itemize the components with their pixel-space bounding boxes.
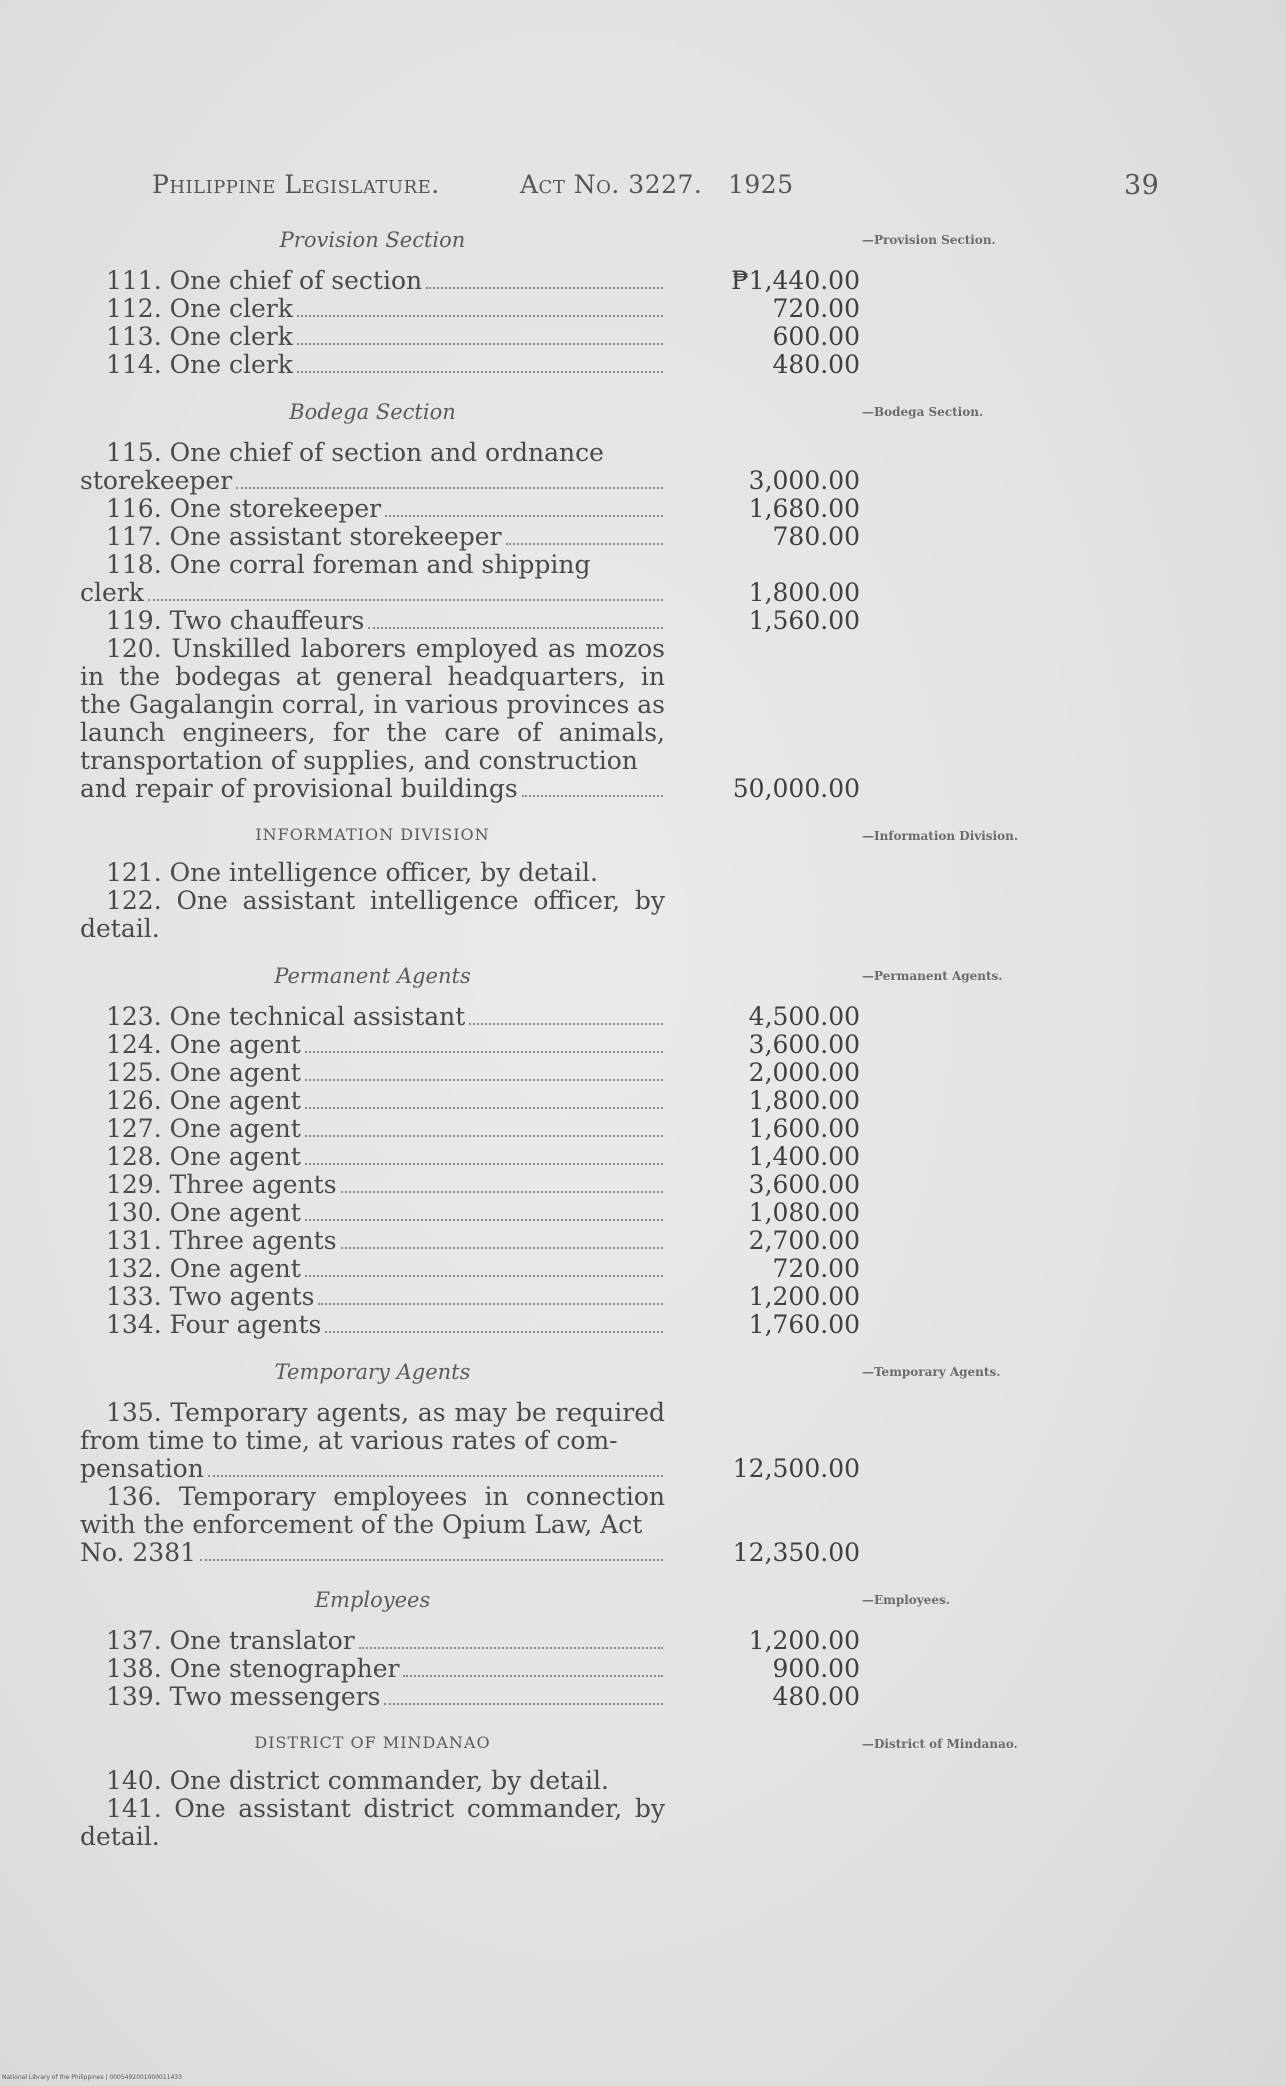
item-label: 111. One chief of section (106, 266, 423, 295)
item-amount: 4,500.00 (748, 1002, 860, 1031)
section-heading: Temporary Agents (274, 1360, 471, 1384)
margin-note: —Permanent Agents. (862, 969, 1003, 983)
item-amount: 3,600.00 (748, 1030, 860, 1059)
list-item (80, 1227, 860, 1255)
item-amount: 1,800.00 (748, 1086, 860, 1115)
header-act: Act No. 3227. (520, 170, 703, 199)
item-amount: 1,080.00 (748, 1198, 860, 1227)
item-amount: 50,000.00 (732, 774, 860, 803)
item-label: 139. Two messengers (106, 1682, 381, 1711)
item-amount: 480.00 (772, 1682, 860, 1711)
margin-note: —Provision Section. (862, 233, 996, 247)
item-label: 124. One agent (106, 1030, 301, 1059)
item-amount: 1,600.00 (748, 1114, 860, 1143)
item-amount: 12,350.00 (732, 1538, 860, 1567)
section-heading: Permanent Agents (274, 964, 471, 988)
dot-leader (426, 286, 663, 289)
item-text: 140. One district commander, by detail. (106, 1766, 609, 1795)
running-header (152, 170, 1162, 210)
dot-leader (506, 542, 663, 545)
item-text: 115. One chief of section and ordnance (106, 438, 604, 467)
item-label: 113. One clerk (106, 322, 293, 351)
item-amount: 1,680.00 (748, 494, 860, 523)
list-item (80, 1031, 860, 1059)
dot-leader (305, 1134, 663, 1137)
section-heading: Employees (314, 1588, 431, 1612)
item-label: 129. Three agents (106, 1170, 337, 1199)
item-label: 127. One agent (106, 1114, 301, 1143)
list-item (80, 1003, 860, 1031)
item-amount: ₱1,440.00 (731, 266, 860, 295)
dot-leader (305, 1078, 663, 1081)
list-item (80, 295, 860, 323)
item-text: 136. Temporary employees in connection with the enforcement of the Opium Law, Act (80, 1482, 665, 1539)
item-text: 121. One intelligence officer, by detail. (106, 858, 598, 887)
dot-leader (236, 486, 663, 489)
item-amount: 1,400.00 (748, 1142, 860, 1171)
dot-leader (305, 1050, 663, 1053)
section (80, 1357, 860, 1567)
item-amount: 720.00 (772, 294, 860, 323)
list-item (80, 551, 860, 607)
dot-leader (297, 342, 663, 345)
footer-credit: National Library of the Philippines | 0005492001000011433 (2, 2074, 182, 2081)
dot-leader (325, 1330, 663, 1333)
item-amount: 3,600.00 (748, 1170, 860, 1199)
dot-leader (341, 1190, 663, 1193)
item-label: 125. One agent (106, 1058, 301, 1087)
section (80, 1585, 860, 1711)
item-amount: 600.00 (772, 322, 860, 351)
margin-note: —District of Mindanao. (862, 1737, 1018, 1751)
item-amount: 1,200.00 (748, 1626, 860, 1655)
list-item (80, 495, 860, 523)
list-item (80, 635, 860, 803)
item-label: 112. One clerk (106, 294, 293, 323)
item-text: 122. One assistant intelligence officer, by detail. (80, 886, 665, 943)
section (80, 225, 860, 379)
list-item (80, 887, 860, 943)
list-item (80, 267, 860, 295)
dot-leader (385, 514, 663, 517)
appropriation-list (80, 225, 860, 1869)
list-item (80, 1767, 860, 1795)
dot-leader (148, 598, 663, 601)
dot-leader (359, 1646, 663, 1649)
list-item (80, 607, 860, 635)
list-item (80, 1627, 860, 1655)
section (80, 821, 860, 943)
list-item (80, 1171, 860, 1199)
item-label: 138. One stenographer (106, 1654, 400, 1683)
item-amount: 3,000.00 (748, 466, 860, 495)
section-heading: DISTRICT OF MINDANAO (254, 1733, 491, 1752)
item-label: 134. Four agents (106, 1310, 322, 1339)
dot-leader (297, 370, 663, 373)
item-label: No. 2381 (80, 1538, 197, 1567)
item-text: 120. Unskilled laborers employed as mozos in the bodegas at general headquarters, in the Gagalangin corral, in various provinces as launch engineers, for the care of animals, transportation of supplies, and construction (80, 634, 665, 775)
item-label: 133. Two agents (106, 1282, 315, 1311)
section-heading: Bodega Section (289, 400, 456, 424)
item-amount: 1,800.00 (748, 578, 860, 607)
item-label: storekeeper (80, 466, 233, 495)
dot-leader (305, 1274, 663, 1277)
dot-leader (403, 1674, 663, 1677)
item-amount: 1,760.00 (748, 1310, 860, 1339)
list-item (80, 439, 860, 495)
item-amount: 900.00 (772, 1654, 860, 1683)
item-label: 119. Two chauffeurs (106, 606, 365, 635)
item-label: and repair of provisional buildings (80, 774, 518, 803)
section (80, 961, 860, 1339)
list-item (80, 1399, 860, 1483)
list-item (80, 1655, 860, 1683)
list-item (80, 1115, 860, 1143)
dot-leader (200, 1558, 663, 1561)
dot-leader (305, 1106, 663, 1109)
section (80, 1729, 860, 1851)
item-amount: 1,200.00 (748, 1282, 860, 1311)
item-label: 131. Three agents (106, 1226, 337, 1255)
dot-leader (368, 626, 663, 629)
item-text: 135. Temporary agents, as may be required from time to time, at various rates of com- (80, 1398, 665, 1455)
item-amount: 2,000.00 (748, 1058, 860, 1087)
list-item (80, 523, 860, 551)
list-item (80, 1683, 860, 1711)
item-label: 132. One agent (106, 1254, 301, 1283)
dot-leader (305, 1162, 663, 1165)
item-amount: 12,500.00 (732, 1454, 860, 1483)
section-heading: INFORMATION DIVISION (255, 825, 490, 844)
page-number: 39 (1124, 170, 1160, 201)
item-amount: 480.00 (772, 350, 860, 379)
item-label: 114. One clerk (106, 350, 293, 379)
dot-leader (297, 314, 663, 317)
item-label: 128. One agent (106, 1142, 301, 1171)
list-item (80, 1087, 860, 1115)
item-text: 118. One corral foreman and shipping (106, 550, 591, 579)
item-amount: 720.00 (772, 1254, 860, 1283)
item-label: 137. One translator (106, 1626, 355, 1655)
list-item (80, 1059, 860, 1087)
dot-leader (384, 1702, 663, 1705)
margin-note: —Employees. (862, 1593, 950, 1607)
dot-leader (208, 1474, 663, 1477)
list-item (80, 1199, 860, 1227)
item-label: clerk (80, 578, 144, 607)
header-title: Philippine Legislature. (152, 170, 440, 199)
header-year: 1925 (728, 170, 794, 199)
list-item (80, 1283, 860, 1311)
dot-leader (305, 1218, 663, 1221)
margin-note: —Temporary Agents. (862, 1365, 1001, 1379)
list-item (80, 1483, 860, 1567)
list-item (80, 1143, 860, 1171)
margin-note: —Information Division. (862, 829, 1019, 843)
item-amount: 1,560.00 (748, 606, 860, 635)
item-label: 130. One agent (106, 1198, 301, 1227)
dot-leader (469, 1022, 663, 1025)
item-text: 141. One assistant district commander, by detail. (80, 1794, 665, 1851)
item-label: 123. One technical assistant (106, 1002, 466, 1031)
item-label: pensation (80, 1454, 204, 1483)
section (80, 397, 860, 803)
list-item (80, 1255, 860, 1283)
list-item (80, 859, 860, 887)
item-label: 126. One agent (106, 1086, 301, 1115)
item-amount: 2,700.00 (748, 1226, 860, 1255)
section-heading: Provision Section (279, 228, 466, 252)
dot-leader (522, 794, 663, 797)
item-amount: 780.00 (772, 522, 860, 551)
margin-note: —Bodega Section. (862, 405, 984, 419)
list-item (80, 1311, 860, 1339)
list-item (80, 351, 860, 379)
list-item (80, 323, 860, 351)
item-label: 117. One assistant storekeeper (106, 522, 502, 551)
list-item (80, 1795, 860, 1851)
dot-leader (318, 1302, 663, 1305)
dot-leader (341, 1246, 663, 1249)
item-label: 116. One storekeeper (106, 494, 382, 523)
